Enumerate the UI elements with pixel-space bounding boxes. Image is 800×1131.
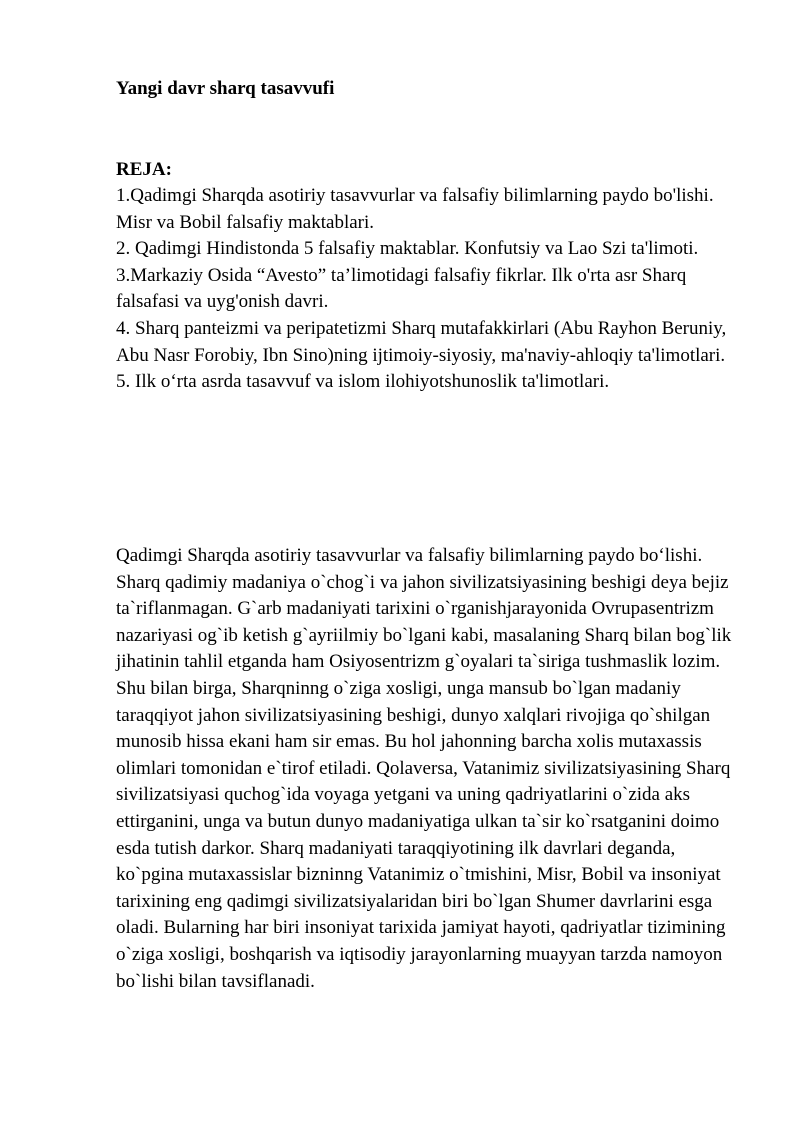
- plan-item: 3.Markaziy Osida “Avesto” ta’limotidagi falsafiy fikrlar. Ilk o'rta asr Sharq falsafasi va uyg'onish davri.: [116, 264, 687, 313]
- plan-list: [116, 183, 736, 396]
- body-text: [116, 543, 741, 995]
- plan-item: 5. Ilk o‘rta asrda tasavvuf va islom ilohiyotshunoslik ta'limotlari.: [116, 371, 610, 393]
- document-title: Yangi davr sharq tasavvufi: [116, 78, 335, 99]
- plan-item: 1.Qadimgi Sharqda asotiriy tasavvurlar va falsafiy bilimlarning paydo bo'lishi. Misr va Bobil falsafiy maktablari.: [116, 185, 714, 233]
- plan-item: 4. Sharq panteizmi va peripatetizmi Sharq mutafakkirlari (Abu Rayhon Beruniy, Abu Nasr Forobiy, Ibn Sino)ning ijtimoiy-siyosiy, ma'naviy-ahloqiy ta'limotlari.: [116, 317, 727, 366]
- body-paragraph: Shu bilan birga, Sharqninng o`ziga xosligi, unga mansub bo`lgan madaniy taraqqiyot jahon sivilizatsiyasining beshigi, dunyo xalqlari rivojiga qo`shilgan munosib hissa ekani ham sir emas. Bu hol jahonning barcha xolis mutaxassis olimlari tomonidan e`tirof etiladi. Qolaversa, Vatanimiz sivilizatsiyasining Sharq sivilizatsiyasi quchog`ida voyaga yetgani va uning qadriyatlarini o`zida aks ettirganini, unga va butun dunyo madaniyatiga ulkan ta`sir ko`rsatganini doimo esda tutish darkor. Sharq madaniyati taraqqiyotining ilk davrlari deganda, ko`pgina mutaxassislar bizninng Vatanimiz o`tmishini, Misr, Bobil va insoniyat tarixining eng qadimgi sivilizatsiyalaridan biri bo`lgan Shumer davrlarini esga oladi. Bularning har biri insoniyat tarixida jamiyat hayoti, qadriyatlar tizimining o`ziga xosligi, boshqarish va iqtisodiy jarayonlarning muayyan tarzda namoyon bo`lishi bilan tavsiflanadi.: [116, 677, 731, 992]
- plan-heading: REJA:: [116, 159, 172, 180]
- plan-item: 2. Qadimgi Hindistonda 5 falsafiy maktablar. Konfutsiy va Lao Szi ta'limoti.: [116, 238, 699, 260]
- body-paragraph: Qadimgi Sharqda asotiriy tasavvurlar va falsafiy bilimlarning paydo bo‘lishi. Sharq qadimiy madaniya o`chog`i va jahon sivilizatsiyasining beshigi deya bejiz ta`riflanmagan. G`arb madaniyati tarixini o`rganishjarayonida Ovrupasentrizm nazariyasi og`ib ketish g`ayriilmiy bo`lgani kabi, masalaning Sharq bilan bog`lik jihatinin tahlil etganda ham Osiyosentrizm g`oyalari ta`siriga tushmaslik lozim.: [116, 545, 732, 673]
